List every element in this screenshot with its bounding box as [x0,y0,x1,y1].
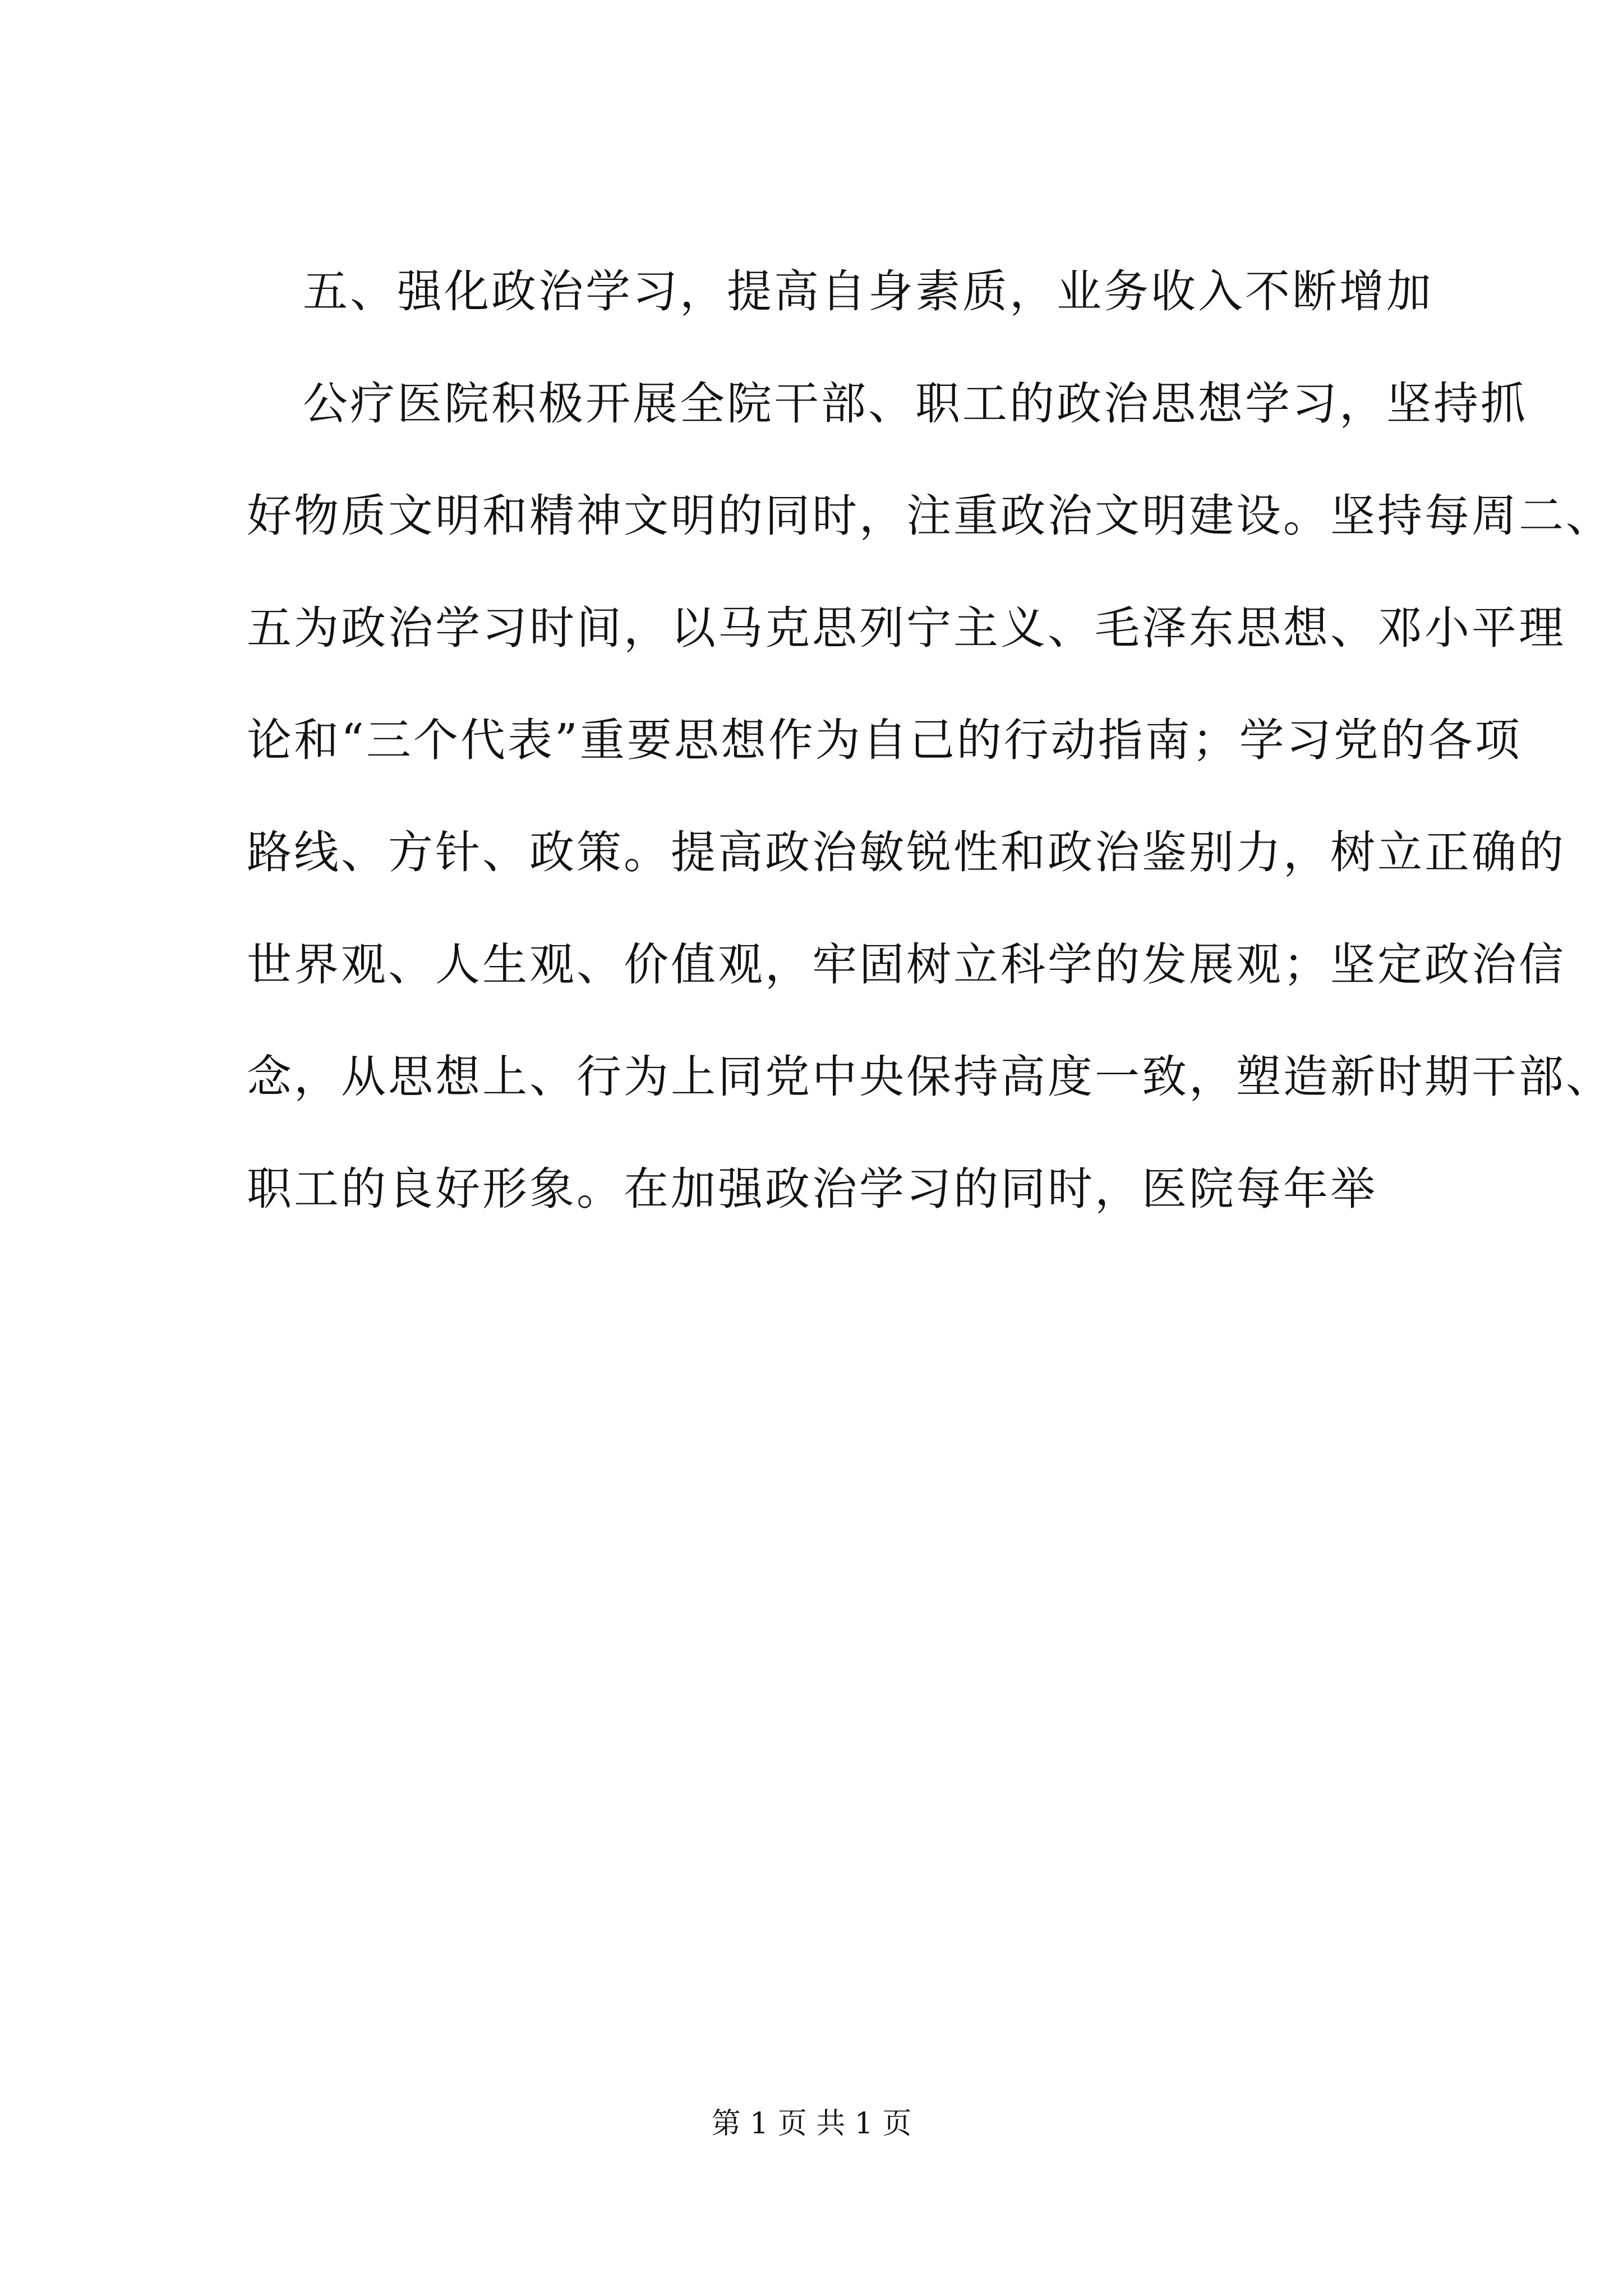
paragraph-line: 路线、方针、政策。提高政治敏锐性和政治鉴别力，树立正确的 [247,826,1566,878]
paragraph-line: 五为政治学习时间，以马克思列宁主义、毛泽东思想、邓小平理 [247,602,1566,654]
page-number-footer: 第 1 页 共 1 页 [711,2107,912,2141]
paragraph-line: 念，从思想上、行为上同党中央保持高度一致，塑造新时期干部、 [247,1051,1613,1103]
section-heading: 五、强化政治学习，提高自身素质，业务收入不断增加 [303,265,1433,318]
paragraph-line: 职工的良好形象。在加强政治学习的同时，医院每年举 [247,1163,1377,1215]
paragraph-line: 好物质文明和精神文明的同时，注重政治文明建设。坚持每周二、 [247,490,1613,542]
paragraph-line: 论和“三个代表”重要思想作为自己的行动指南；学习党的各项 [247,714,1522,766]
paragraph-line: 公疗医院积极开展全院干部、职工的政治思想学习，坚持抓 [303,378,1528,430]
paragraph-line: 世界观、人生观、价值观，牢固树立科学的发展观；坚定政治信 [247,938,1566,991]
